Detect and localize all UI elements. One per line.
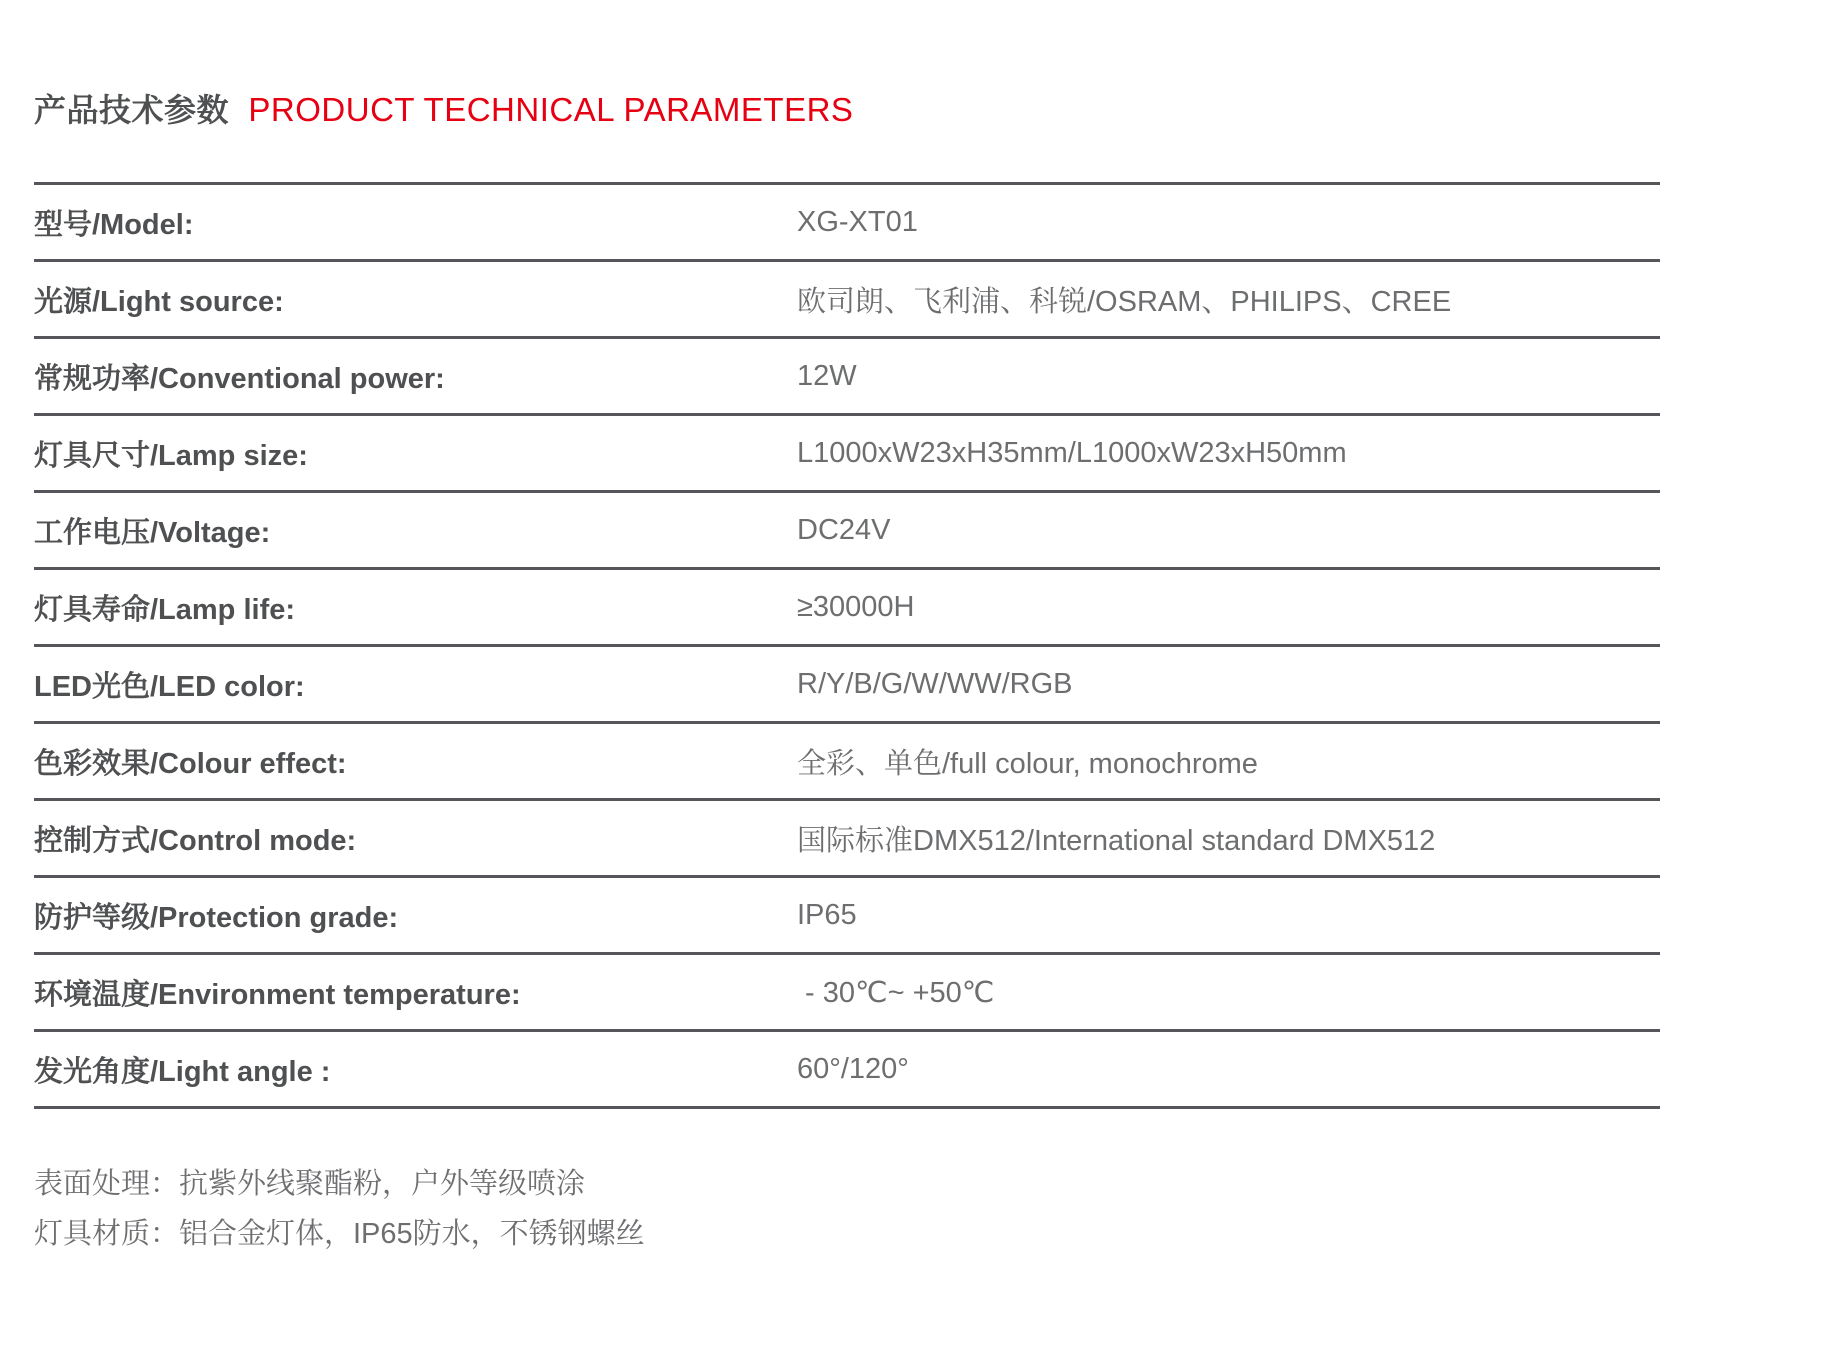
spec-label: 常规功率/Conventional power: — [34, 362, 445, 395]
table-row — [34, 262, 1660, 339]
spec-label: 防护等级/Protection grade: — [34, 901, 399, 934]
page-title — [34, 0, 1705, 130]
spec-label: 型号/Model: — [34, 208, 194, 241]
spec-label: 灯具尺寸/Lamp size: — [34, 439, 308, 472]
spec-value: DC24V — [797, 513, 891, 546]
table-row — [34, 339, 1660, 416]
lamp-material-note: 灯具材质：铝合金灯体，IP65防水，不锈钢螺丝 — [34, 1218, 645, 1250]
table-row — [34, 955, 1660, 1032]
spec-label: 发光角度/Light angle : — [34, 1055, 331, 1088]
page-title-chinese: 产品技术参数 — [34, 92, 230, 128]
spec-value: 60°/120° — [797, 1052, 909, 1085]
spec-label: 工作电压/Voltage: — [34, 516, 271, 549]
spec-value: - 30℃~ +50℃ — [797, 976, 995, 1009]
spec-value: 国际标准DMX512/International standard DMX512 — [797, 824, 1436, 857]
spec-value: R/Y/B/G/W/WW/RGB — [797, 667, 1073, 700]
spec-value: IP65 — [797, 898, 857, 931]
table-row — [34, 724, 1660, 801]
spec-value: 全彩、单色/full colour, monochrome — [797, 747, 1258, 780]
spec-value: 欧司朗、飞利浦、科锐/OSRAM、PHILIPS、CREE — [797, 285, 1452, 318]
table-row — [34, 878, 1660, 955]
surface-treatment-note: 表面处理：抗紫外线聚酯粉，户外等级喷涂 — [34, 1168, 586, 1200]
table-row — [34, 493, 1660, 570]
spec-value: 12W — [797, 359, 857, 392]
spec-value: L1000xW23xH35mm/L1000xW23xH50mm — [797, 436, 1347, 469]
table-row — [34, 1032, 1660, 1109]
table-row — [34, 801, 1660, 878]
table-row — [34, 185, 1660, 262]
table-row — [34, 570, 1660, 647]
spec-label: 环境温度/Environment temperature: — [34, 978, 521, 1011]
spec-label: 灯具寿命/Lamp life: — [34, 593, 296, 626]
page-title-english: PRODUCT TECHNICAL PARAMETERS — [248, 91, 854, 128]
spec-value: XG-XT01 — [797, 205, 918, 238]
table-row — [34, 647, 1660, 724]
spec-label: 色彩效果/Colour effect: — [34, 747, 347, 780]
spec-label: 控制方式/Control mode: — [34, 824, 357, 857]
spec-label: LED光色/LED color: — [34, 670, 305, 703]
spec-table — [34, 182, 1660, 1109]
table-row — [34, 416, 1660, 493]
footer-notes — [34, 1159, 1705, 1259]
spec-value: ≥30000H — [797, 590, 915, 623]
spec-label: 光源/Light source: — [34, 285, 284, 318]
